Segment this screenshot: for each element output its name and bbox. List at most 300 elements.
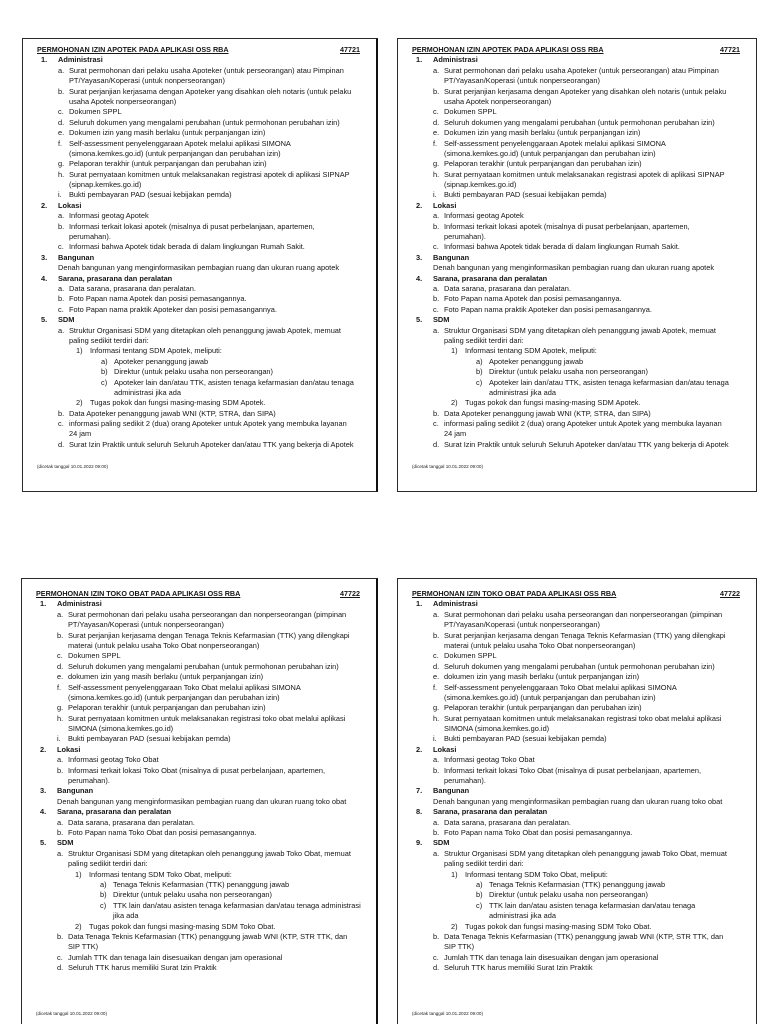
card-title: PERMOHONAN IZIN TOKO OBAT PADA APLIKASI OSS RBA xyxy=(36,589,241,598)
section-title: Sarana, prasarana dan peralatan xyxy=(433,273,548,283)
item-marker: a. xyxy=(58,325,65,335)
item-marker: b) xyxy=(476,367,483,377)
item-text: (simona.kemkes.go.id) (untuk perpanjangan dan perubahan izin) xyxy=(444,148,656,158)
list-item xyxy=(398,610,756,620)
item-text: Surat permohonan dari pelaku usaha Apoteker (untuk perseorangan) atau Pimpinan xyxy=(444,65,719,75)
list-item xyxy=(22,953,376,963)
section-title: SDM xyxy=(433,315,450,325)
item-text: (simona.kemkes.go.id) (untuk perpanjangan dan perubahan izin) xyxy=(68,692,280,702)
sub-list-item xyxy=(398,880,756,890)
item-marker: b. xyxy=(58,294,65,304)
list-item xyxy=(398,118,756,128)
section-title: Administrasi xyxy=(433,599,478,609)
list-item xyxy=(23,139,376,149)
section-number: 4. xyxy=(41,273,48,283)
item-text: Surat perjanjian kerjasama dengan Apoteker yang disahkan oleh notaris (untuk pelaku xyxy=(444,86,727,96)
sub-list-item xyxy=(398,367,756,377)
toko-obat-permit-card xyxy=(397,578,757,1024)
item-text: Data Tenaga Teknis Kefarmasian (TTK) penanggung jawab WNI (KTP, STR TTK, dan xyxy=(444,931,724,941)
item-text: Informasi tentang SDM Apotek, meliputi: xyxy=(90,346,222,356)
item-marker: c. xyxy=(433,242,439,252)
item-text: paling sedikit terdiri dari: xyxy=(444,859,524,869)
list-item xyxy=(23,76,376,86)
item-marker: b. xyxy=(433,630,440,640)
section-heading xyxy=(22,745,376,755)
section-heading xyxy=(398,786,756,796)
sub-list-item xyxy=(22,870,376,880)
list-item xyxy=(398,440,756,450)
item-text: Tenaga Teknis Kefarmasian (TTK) penanggung jawab xyxy=(113,879,290,889)
section-number: 3. xyxy=(416,252,423,262)
item-marker: 1) xyxy=(451,869,458,879)
card-title: PERMOHONAN IZIN APOTEK PADA APLIKASI OSS RBA xyxy=(412,45,604,54)
section-title: Sarana, prasarana dan peralatan xyxy=(57,807,172,817)
item-text: Informasi bahwa Apotek tidak berada di dalam lingkungan Rumah Sakit. xyxy=(69,242,305,252)
list-item xyxy=(398,672,756,682)
item-text: Data sarana, prasarana dan peralatan. xyxy=(444,283,571,293)
list-item xyxy=(22,932,376,942)
print-timestamp: (dicetak tanggal 10.01.2022 09:00) xyxy=(412,464,484,469)
item-marker: e. xyxy=(433,672,440,682)
card-content xyxy=(23,45,376,450)
item-text: Data sarana, prasarana dan peralatan. xyxy=(69,283,196,293)
item-text: informasi paling sedikit 2 (dua) orang Apoteker untuk Apotek yang membuka layanan xyxy=(444,419,722,429)
item-marker: b) xyxy=(476,890,483,900)
item-marker: d. xyxy=(433,117,440,127)
item-marker: 1) xyxy=(75,869,82,879)
item-text: materai (untuk pelaku usaha Toko Obat nonperseorangan) xyxy=(444,640,636,650)
section-title: Lokasi xyxy=(433,744,457,754)
list-item xyxy=(23,190,376,200)
item-text: Seluruh dokumen yang mengalami perubahan (untuk permohonan perubahan izin) xyxy=(69,117,340,127)
list-item xyxy=(23,97,376,107)
sub-list-item xyxy=(22,901,376,911)
item-marker: i. xyxy=(433,734,437,744)
item-text: Direktur (untuk pelaku usaha non perseorangan) xyxy=(489,367,648,377)
item-text: Informasi geotag Apotek xyxy=(444,211,524,221)
section-heading xyxy=(398,55,756,65)
item-marker: b. xyxy=(433,827,440,837)
print-timestamp: (dicetak tanggal 10.01.2022 09:00) xyxy=(412,1011,484,1016)
section-number: 3. xyxy=(41,252,48,262)
item-text: Tugas pokok dan fungsi masing-masing SDM Apotek. xyxy=(465,398,641,408)
section-heading xyxy=(398,807,756,817)
sub-list-item xyxy=(22,880,376,890)
section-heading xyxy=(22,838,376,848)
item-text: Informasi tentang SDM Apotek, meliputi: xyxy=(465,346,597,356)
item-marker: c. xyxy=(433,651,439,661)
list-item xyxy=(22,776,376,786)
item-marker: g. xyxy=(433,159,440,169)
item-text: paling sedikit terdiri dari: xyxy=(444,335,524,345)
list-item xyxy=(22,766,376,776)
sub-list-item xyxy=(22,911,376,921)
item-marker: a. xyxy=(433,755,440,765)
item-text: Bukti pembayaran PAD (sesuai kebijakan pemda) xyxy=(68,734,231,744)
section-heading xyxy=(22,807,376,817)
list-item xyxy=(398,662,756,672)
sub-list-item xyxy=(22,922,376,932)
card-header xyxy=(398,589,756,599)
item-text: 24 jam xyxy=(69,429,92,439)
section-number: 1. xyxy=(40,599,47,609)
item-marker: h. xyxy=(433,713,440,723)
card-header xyxy=(23,45,376,55)
item-text: PT/Yayasan/Koperasi (untuk nonperseorangan) xyxy=(444,76,600,86)
list-item xyxy=(22,849,376,859)
item-marker: a. xyxy=(58,283,65,293)
list-item xyxy=(398,963,756,973)
item-text: paling sedikit terdiri dari: xyxy=(68,859,148,869)
sub-list-item xyxy=(398,378,756,388)
item-marker: b. xyxy=(433,408,440,418)
item-text: Foto Papan nama praktik Apoteker dan posisi pemasangannya. xyxy=(444,304,652,314)
section-heading xyxy=(398,745,756,755)
sub-list-item xyxy=(398,398,756,408)
list-item xyxy=(398,932,756,942)
item-text: Seluruh dokumen yang mengalami perubahan (untuk permohonan perubahan izin) xyxy=(444,661,715,671)
list-item xyxy=(398,139,756,149)
requirements-list xyxy=(398,55,756,450)
item-text: usaha Apotek nonperseorangan) xyxy=(69,96,177,106)
list-item xyxy=(398,942,756,952)
item-marker: a. xyxy=(57,755,64,765)
item-marker: c. xyxy=(433,107,439,117)
item-text: Informasi terkait lokasi apotek (misalnya di pusat perbelanjaan, apartemen, xyxy=(444,221,690,231)
item-marker: a. xyxy=(433,65,440,75)
form-code: 47721 xyxy=(340,45,360,54)
item-text: (simona.kemkes.go.id) (untuk perpanjangan dan perubahan izin) xyxy=(69,148,281,158)
item-text: Dokumen SPPL xyxy=(69,107,122,117)
item-text: SIP TTK) xyxy=(68,942,99,952)
sub-list-item xyxy=(398,388,756,398)
item-text: Foto Papan nama Apotek dan posisi pemasangannya. xyxy=(69,294,247,304)
list-item xyxy=(398,190,756,200)
item-text: Self-assessment penyelenggaraan Apotek melalui aplikasi SIMONA xyxy=(444,138,666,148)
section-heading xyxy=(398,599,756,609)
item-marker: d. xyxy=(433,661,440,671)
list-item xyxy=(23,409,376,419)
sub-list-item xyxy=(398,890,756,900)
item-text: Foto Papan nama Toko Obat dan posisi pemasangannya. xyxy=(68,827,257,837)
item-marker: c) xyxy=(101,377,108,387)
item-text: Data sarana, prasarana dan peralatan. xyxy=(444,817,571,827)
section-title: Administrasi xyxy=(58,55,103,65)
item-marker: d. xyxy=(57,963,64,973)
item-marker: i. xyxy=(58,190,62,200)
list-item xyxy=(22,703,376,713)
item-text: Surat pernyataan komitmen untuk melaksanakan registrasi apotek di aplikasi SIPNAP xyxy=(444,169,725,179)
item-text: Informasi bahwa Apotek tidak berada di dalam lingkungan Rumah Sakit. xyxy=(444,242,680,252)
sub-list-item xyxy=(22,890,376,900)
item-text: Pelaporan terakhir (untuk perpanjangan dan perubahan izin) xyxy=(68,703,266,713)
item-text: Informasi tentang SDM Toko Obat, meliputi: xyxy=(89,869,232,879)
item-marker: d. xyxy=(57,661,64,671)
list-item xyxy=(398,429,756,439)
item-text: Self-assessment penyelenggaraan Toko Obat melalui aplikasi SIMONA xyxy=(444,682,677,692)
item-text: Tenaga Teknis Kefarmasian (TTK) penanggung jawab xyxy=(489,879,666,889)
list-item xyxy=(398,170,756,180)
card-title: PERMOHONAN IZIN APOTEK PADA APLIKASI OSS RBA xyxy=(37,45,229,54)
requirements-list xyxy=(23,55,376,450)
list-item xyxy=(398,734,756,744)
item-marker: c. xyxy=(433,304,439,314)
list-item xyxy=(23,232,376,242)
item-text: Pelaporan terakhir (untuk perpanjangan dan perubahan izin) xyxy=(69,159,267,169)
section-heading xyxy=(398,838,756,848)
item-text: Informasi terkait lokasi apotek (misalnya di pusat perbelanjaan, apartemen, xyxy=(69,221,315,231)
item-text: Surat pernyataan komitmen untuk melaksanakan registrasi toko obat melalui aplikasi xyxy=(444,713,722,723)
item-marker: c. xyxy=(433,952,439,962)
item-text: TTK lain dan/atau asisten tenaga kefarmasian dan/atau tenaga administrasi xyxy=(113,900,361,910)
item-text: Bukti pembayaran PAD (sesuai kebijakan pemda) xyxy=(69,190,232,200)
item-marker: b) xyxy=(101,367,108,377)
list-item xyxy=(398,211,756,221)
list-item xyxy=(398,409,756,419)
list-item xyxy=(23,118,376,128)
list-item xyxy=(398,305,756,315)
item-text: Informasi geotag Toko Obat xyxy=(68,755,159,765)
item-text: Struktur Organisasi SDM yang ditetapkan oleh penanggung jawab Toko Obat, memuat xyxy=(444,848,727,858)
list-item xyxy=(398,766,756,776)
list-item xyxy=(398,128,756,138)
section-heading xyxy=(22,599,376,609)
list-item xyxy=(398,818,756,828)
section-number: 4. xyxy=(416,273,423,283)
section-text xyxy=(22,797,376,807)
section-number: 2. xyxy=(416,744,423,754)
list-item xyxy=(398,849,756,859)
item-marker: i. xyxy=(57,734,61,744)
item-text: Dokumen SPPL xyxy=(444,107,497,117)
list-item xyxy=(23,149,376,159)
item-text: Tugas pokok dan fungsi masing-masing SDM Toko Obat. xyxy=(89,921,276,931)
item-text: Data Apoteker penanggung jawab WNI (KTP, STRA, dan SIPA) xyxy=(69,408,276,418)
item-marker: b) xyxy=(100,890,107,900)
item-marker: c) xyxy=(476,377,483,387)
section-text-line: Denah bangunan yang menginformasikan pembagian ruang dan ukuran ruang toko obat xyxy=(433,796,723,806)
item-marker: f. xyxy=(57,682,62,692)
toko-obat-permit-card xyxy=(21,578,378,1024)
item-marker: a. xyxy=(433,211,440,221)
list-item xyxy=(398,149,756,159)
apotek-permit-card xyxy=(22,38,378,492)
list-item xyxy=(22,683,376,693)
item-marker: a) xyxy=(101,356,108,366)
list-item xyxy=(398,620,756,630)
sub-list-item xyxy=(398,346,756,356)
item-text: Jumlah TTK dan tenaga lain disesuaikan dengan jam operasional xyxy=(444,952,659,962)
item-marker: c) xyxy=(476,900,483,910)
list-item xyxy=(22,963,376,973)
item-marker: b. xyxy=(58,221,65,231)
list-item xyxy=(22,724,376,734)
item-marker: c. xyxy=(58,107,64,117)
item-text: Surat perjanjian kerjasama dengan Apoteker yang disahkan oleh notaris (untuk pelaku xyxy=(69,86,352,96)
item-text: TTK lain dan/atau asisten tenaga kefarmasian dan/atau tenaga xyxy=(489,900,696,910)
item-text: perumahan). xyxy=(69,232,111,242)
item-text: Bukti pembayaran PAD (sesuai kebijakan pemda) xyxy=(444,734,607,744)
item-marker: f. xyxy=(58,138,63,148)
list-item xyxy=(398,755,756,765)
item-marker: b. xyxy=(433,931,440,941)
section-title: Administrasi xyxy=(433,55,478,65)
item-marker: g. xyxy=(433,703,440,713)
sub-list-item xyxy=(23,388,376,398)
list-item xyxy=(22,714,376,724)
list-item xyxy=(398,294,756,304)
list-item xyxy=(398,419,756,429)
section-number: 9. xyxy=(416,838,423,848)
section-number: 8. xyxy=(416,807,423,817)
section-title: Lokasi xyxy=(58,200,82,210)
list-item xyxy=(398,828,756,838)
item-text: administrasi jika ada xyxy=(489,911,556,921)
item-marker: d. xyxy=(58,117,65,127)
card-content xyxy=(398,45,756,450)
list-item xyxy=(23,419,376,429)
item-marker: i. xyxy=(433,190,437,200)
list-item xyxy=(398,232,756,242)
section-text xyxy=(23,263,376,273)
section-title: Bangunan xyxy=(433,252,470,262)
section-number: 2. xyxy=(41,200,48,210)
item-text: paling sedikit terdiri dari: xyxy=(69,335,149,345)
list-item xyxy=(398,180,756,190)
item-marker: b. xyxy=(433,765,440,775)
sub-list-item xyxy=(398,870,756,880)
list-item xyxy=(23,284,376,294)
item-text: SIMONA (simona.kemkes.go.id) xyxy=(444,724,550,734)
list-item xyxy=(23,305,376,315)
item-marker: a. xyxy=(433,817,440,827)
item-text: Surat Izin Praktik untuk seluruh Seluruh Apoteker dan/atau TTK yang bekerja di Apotek xyxy=(444,439,729,449)
list-item xyxy=(398,336,756,346)
list-item xyxy=(398,76,756,86)
item-text: Surat permohonan dari pelaku usaha perseorangan dan nonperseorangan (pimpinan xyxy=(68,609,347,619)
item-text: Foto Papan nama Apotek dan posisi pemasangannya. xyxy=(444,294,622,304)
item-text: PT/Yayasan/Koperasi (untuk nonperseorangan) xyxy=(69,76,225,86)
item-marker: 2) xyxy=(76,398,83,408)
list-item xyxy=(23,326,376,336)
item-text: Surat perjanjian kerjasama dengan Tenaga Teknis Kefarmasian (TTK) yang dilengkapi xyxy=(68,630,350,640)
section-title: SDM xyxy=(433,838,450,848)
section-heading xyxy=(398,253,756,263)
item-text: Surat pernyataan komitmen untuk melaksanakan registrasi toko obat melalui aplikasi xyxy=(68,713,346,723)
list-item xyxy=(398,326,756,336)
item-text: Direktur (untuk pelaku usaha non perseorangan) xyxy=(113,890,272,900)
item-marker: 1) xyxy=(76,346,83,356)
item-text: Struktur Organisasi SDM yang ditetapkan oleh penanggung jawab Apotek, memuat xyxy=(444,325,716,335)
form-code: 47722 xyxy=(340,589,360,598)
item-text: Seluruh dokumen yang mengalami perubahan (untuk permohonan perubahan izin) xyxy=(68,661,339,671)
item-text: SIMONA (simona.kemkes.go.id) xyxy=(68,724,174,734)
section-heading xyxy=(23,201,376,211)
list-item xyxy=(398,651,756,661)
item-text: dokumen izin yang masih berlaku (untuk perpanjangan izin) xyxy=(68,672,264,682)
sub-list-item xyxy=(23,367,376,377)
item-text: Pelaporan terakhir (untuk perpanjangan dan perubahan izin) xyxy=(444,159,642,169)
item-text: Tugas pokok dan fungsi masing-masing SDM Toko Obat. xyxy=(465,921,652,931)
item-marker: b. xyxy=(57,630,64,640)
list-item xyxy=(22,693,376,703)
requirements-list xyxy=(22,599,376,973)
item-marker: a. xyxy=(57,848,64,858)
list-item xyxy=(398,159,756,169)
print-timestamp: (dicetak tanggal 10.01.2022 09:00) xyxy=(37,464,109,469)
item-marker: c. xyxy=(57,952,63,962)
item-marker: b. xyxy=(433,221,440,231)
item-marker: a. xyxy=(57,817,64,827)
item-marker: a. xyxy=(433,848,440,858)
list-item xyxy=(398,631,756,641)
item-marker: e. xyxy=(58,128,65,138)
section-heading xyxy=(23,55,376,65)
item-marker: a. xyxy=(57,609,64,619)
section-heading xyxy=(398,315,756,325)
item-text: Surat Izin Praktik untuk seluruh Seluruh Apoteker dan/atau TTK yang bekerja di Apotek xyxy=(69,439,354,449)
list-item xyxy=(22,672,376,682)
list-item xyxy=(398,66,756,76)
card-header xyxy=(398,45,756,55)
section-title: Administrasi xyxy=(57,599,102,609)
list-item xyxy=(398,87,756,97)
section-title: Bangunan xyxy=(57,786,94,796)
sub-list-item xyxy=(398,911,756,921)
list-item xyxy=(398,222,756,232)
item-marker: d. xyxy=(433,963,440,973)
sub-list-item xyxy=(23,398,376,408)
sub-list-item xyxy=(23,378,376,388)
item-text: Surat pernyataan komitmen untuk melaksanakan registrasi apotek di aplikasi SIPNAP xyxy=(69,169,350,179)
item-text: Surat permohonan dari pelaku usaha perseorangan dan nonperseorangan (pimpinan xyxy=(444,609,723,619)
section-text-line: Denah bangunan yang menginformasikan pembagian ruang dan ukuran ruang toko obat xyxy=(57,796,347,806)
item-text: materai (untuk pelaku usaha Toko Obat nonperseorangan) xyxy=(68,640,260,650)
section-title: Lokasi xyxy=(433,200,457,210)
card-title: PERMOHONAN IZIN TOKO OBAT PADA APLIKASI OSS RBA xyxy=(412,589,617,598)
list-item xyxy=(23,440,376,450)
section-title: SDM xyxy=(58,315,75,325)
item-text: jika ada xyxy=(113,911,139,921)
form-code: 47721 xyxy=(720,45,740,54)
list-item xyxy=(398,683,756,693)
item-marker: a) xyxy=(476,356,483,366)
item-marker: 1) xyxy=(451,346,458,356)
item-marker: 2) xyxy=(75,921,82,931)
list-item xyxy=(398,724,756,734)
item-marker: a. xyxy=(58,65,65,75)
item-text: Bukti pembayaran PAD (sesuai kebijakan pemda) xyxy=(444,190,607,200)
list-item xyxy=(23,170,376,180)
item-text: dokumen izin yang masih berlaku (untuk perpanjangan izin) xyxy=(444,672,640,682)
section-number: 5. xyxy=(41,315,48,325)
section-title: Bangunan xyxy=(433,786,470,796)
item-text: Tugas pokok dan fungsi masing-masing SDM Apotek. xyxy=(90,398,266,408)
list-item xyxy=(22,942,376,952)
section-number: 5. xyxy=(40,838,47,848)
item-text: Data Tenaga Teknis Kefarmasian (TTK) penanggung jawab WNI (KTP, STR TTK, dan xyxy=(68,931,348,941)
item-marker: h. xyxy=(57,713,64,723)
section-number: 5. xyxy=(416,315,423,325)
item-text: Apoteker lain dan/atau TTK, asisten tenaga kefarmasian dan/atau tenaga xyxy=(489,377,729,387)
list-item xyxy=(22,828,376,838)
list-item xyxy=(22,641,376,651)
list-item xyxy=(23,294,376,304)
item-text: Direktur (untuk pelaku usaha non perseorangan) xyxy=(114,367,273,377)
list-item xyxy=(23,66,376,76)
section-number: 7. xyxy=(416,786,423,796)
item-marker: e. xyxy=(433,128,440,138)
